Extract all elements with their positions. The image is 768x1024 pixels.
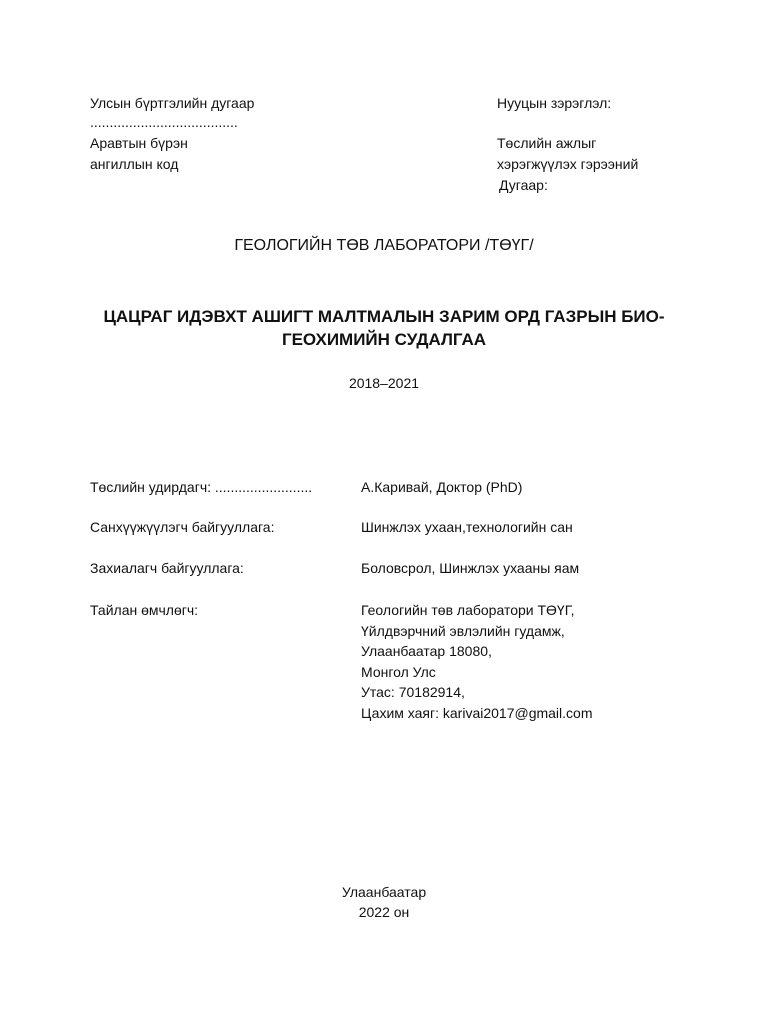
secrecy-level-label: Нууцын зэрэглэл:: [497, 95, 612, 111]
classification-code-line2: ангиллын код: [90, 156, 179, 172]
contract-label-line1: Төслийн ажлыг: [497, 135, 597, 151]
report-owner-label: Тайлан өмчлөгч:: [90, 602, 199, 618]
owner-address-line: Монгол Улс: [361, 663, 436, 680]
funder-label: Санхүүжүүлэгч байгууллага:: [90, 519, 275, 535]
owner-address-line: Улаанбаатар 18080,: [361, 643, 492, 660]
registration-number-dots: ......................................: [90, 114, 238, 130]
contract-label-line2: хэрэгжүүлэх гэрээний: [497, 156, 639, 172]
contract-number-label: Дугаар:: [499, 177, 548, 193]
client-value: Боловсрол, Шинжлэх ухааны яам: [361, 560, 580, 576]
classification-code-line1: Аравтын бүрэн: [90, 135, 188, 151]
project-leader-value: А.Каривай, Доктор (PhD): [361, 479, 523, 495]
footer-year: 2022 он: [358, 904, 410, 920]
owner-address-line: Геологийн төв лаборатори ТӨҮГ,: [361, 602, 575, 618]
footer-city: Улаанбаатар: [341, 884, 427, 900]
report-title: [0, 305, 768, 351]
owner-address-line: Үйлдвэрчний эвлэлийн гудамж,: [361, 622, 565, 639]
funder-value: Шинжлэх ухаан,технологийн сан: [361, 519, 573, 535]
registration-number-label: Улсын бүртгэлийн дугаар: [90, 95, 255, 111]
owner-phone: Утас: 70182914,: [361, 684, 465, 701]
client-label: Захиалагч байгууллага:: [90, 560, 244, 576]
cover-footer: [0, 882, 768, 922]
project-years: 2018–2021: [348, 375, 420, 391]
report-title-line2: ГЕОХИМИЙН СУДАЛГАА: [281, 330, 487, 349]
owner-email: Цахим хаяг: karivai2017@gmail.com: [361, 704, 593, 721]
report-owner-address: [361, 600, 593, 724]
report-title-line1: ЦАЦРАГ ИДЭВХТ АШИГТ МАЛТМАЛЫН ЗАРИМ ОРД ГАЗРЫН БИО-: [103, 307, 665, 326]
project-leader-label: Төслийн удирдагч: .........................: [90, 479, 313, 495]
organization-heading: ГЕОЛОГИЙН ТӨВ ЛАБОРАТОРИ /ТӨҮГ/: [234, 237, 534, 254]
